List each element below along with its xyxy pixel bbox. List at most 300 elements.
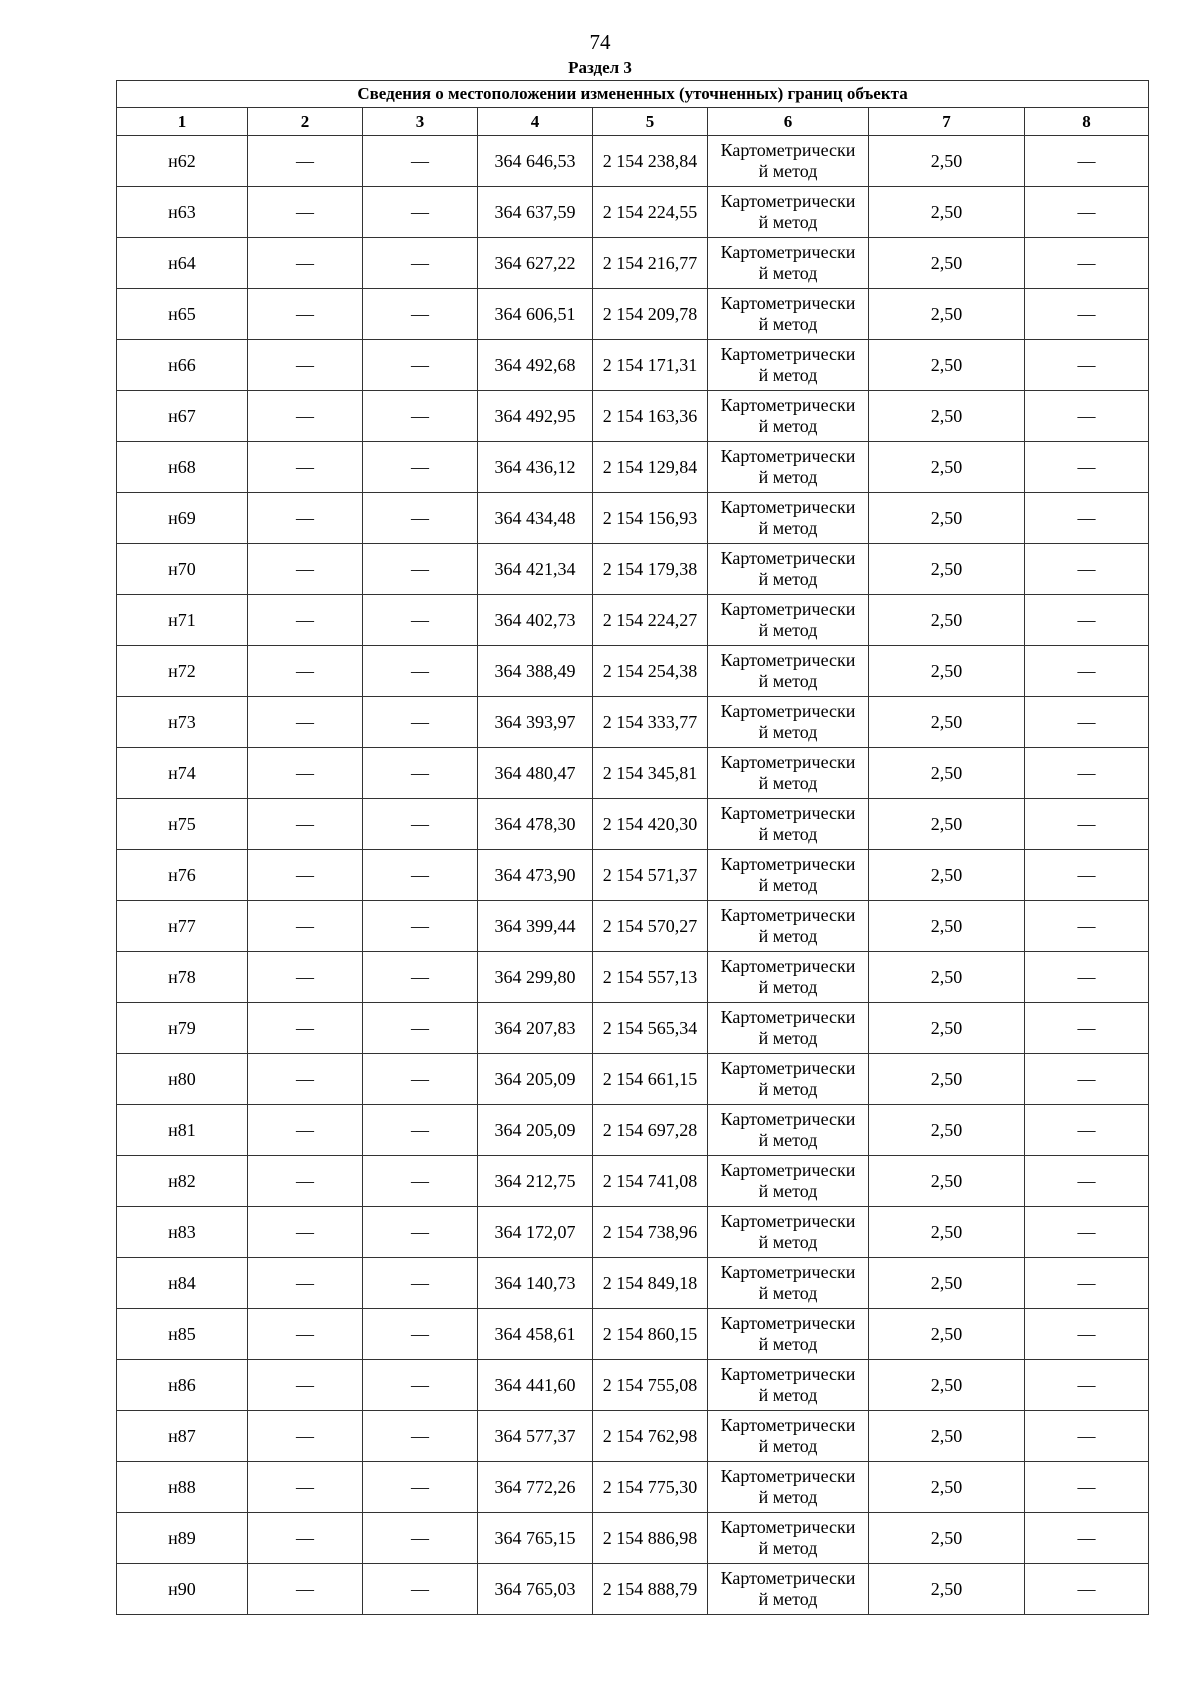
accuracy-cell: 2,50 bbox=[869, 1003, 1025, 1054]
method-line-2: й метод bbox=[758, 722, 818, 742]
column-3-cell: — bbox=[363, 952, 478, 1003]
method-cell bbox=[708, 1411, 869, 1462]
point-number-cell: н87 bbox=[117, 1411, 248, 1462]
y-coordinate-cell: 2 154 762,98 bbox=[593, 1411, 708, 1462]
table-row bbox=[117, 1564, 1149, 1615]
y-coordinate-cell: 2 154 888,79 bbox=[593, 1564, 708, 1615]
column-number: 8 bbox=[1025, 108, 1149, 136]
point-number-cell: н88 bbox=[117, 1462, 248, 1513]
table-row bbox=[117, 748, 1149, 799]
method-line-2: й метод bbox=[758, 1589, 818, 1609]
column-3-cell: — bbox=[363, 1207, 478, 1258]
x-coordinate-cell: 364 140,73 bbox=[478, 1258, 593, 1309]
table-caption: Сведения о местоположении измененных (уточненных) границ объекта bbox=[117, 81, 1149, 108]
table-row bbox=[117, 1105, 1149, 1156]
method-cell bbox=[708, 595, 869, 646]
method-cell bbox=[708, 442, 869, 493]
point-number-cell: н80 bbox=[117, 1054, 248, 1105]
x-coordinate-cell: 364 205,09 bbox=[478, 1105, 593, 1156]
method-cell bbox=[708, 544, 869, 595]
column-8-cell: — bbox=[1025, 1207, 1149, 1258]
point-number-cell: н90 bbox=[117, 1564, 248, 1615]
x-coordinate-cell: 364 627,22 bbox=[478, 238, 593, 289]
method-line-1: Картометрически bbox=[720, 1568, 856, 1588]
table-row bbox=[117, 391, 1149, 442]
method-line-2: й метод bbox=[758, 1487, 818, 1507]
method-cell bbox=[708, 748, 869, 799]
point-number-cell: н72 bbox=[117, 646, 248, 697]
column-number: 7 bbox=[869, 108, 1025, 136]
method-cell bbox=[708, 136, 869, 187]
column-number: 1 bbox=[117, 108, 248, 136]
method-line-1: Картометрически bbox=[720, 905, 856, 925]
method-cell bbox=[708, 1054, 869, 1105]
accuracy-cell: 2,50 bbox=[869, 544, 1025, 595]
column-2-cell: — bbox=[248, 1513, 363, 1564]
column-8-cell: — bbox=[1025, 493, 1149, 544]
column-8-cell: — bbox=[1025, 391, 1149, 442]
column-2-cell: — bbox=[248, 1003, 363, 1054]
x-coordinate-cell: 364 212,75 bbox=[478, 1156, 593, 1207]
y-coordinate-cell: 2 154 775,30 bbox=[593, 1462, 708, 1513]
method-line-1: Картометрически bbox=[720, 497, 856, 517]
method-line-2: й метод bbox=[758, 263, 818, 283]
method-line-1: Картометрически bbox=[720, 1211, 856, 1231]
y-coordinate-cell: 2 154 179,38 bbox=[593, 544, 708, 595]
method-cell bbox=[708, 1360, 869, 1411]
accuracy-cell: 2,50 bbox=[869, 289, 1025, 340]
accuracy-cell: 2,50 bbox=[869, 1207, 1025, 1258]
column-2-cell: — bbox=[248, 901, 363, 952]
y-coordinate-cell: 2 154 565,34 bbox=[593, 1003, 708, 1054]
y-coordinate-cell: 2 154 163,36 bbox=[593, 391, 708, 442]
table-row bbox=[117, 187, 1149, 238]
accuracy-cell: 2,50 bbox=[869, 799, 1025, 850]
column-8-cell: — bbox=[1025, 748, 1149, 799]
x-coordinate-cell: 364 772,26 bbox=[478, 1462, 593, 1513]
point-number-cell: н65 bbox=[117, 289, 248, 340]
column-3-cell: — bbox=[363, 238, 478, 289]
column-3-cell: — bbox=[363, 136, 478, 187]
point-number-cell: н86 bbox=[117, 1360, 248, 1411]
point-number-cell: н70 bbox=[117, 544, 248, 595]
column-3-cell: — bbox=[363, 493, 478, 544]
method-cell bbox=[708, 391, 869, 442]
method-line-2: й метод bbox=[758, 1334, 818, 1354]
x-coordinate-cell: 364 458,61 bbox=[478, 1309, 593, 1360]
y-coordinate-cell: 2 154 171,31 bbox=[593, 340, 708, 391]
point-number-cell: н85 bbox=[117, 1309, 248, 1360]
column-3-cell: — bbox=[363, 340, 478, 391]
column-2-cell: — bbox=[248, 1564, 363, 1615]
column-2-cell: — bbox=[248, 697, 363, 748]
y-coordinate-cell: 2 154 238,84 bbox=[593, 136, 708, 187]
method-cell bbox=[708, 289, 869, 340]
column-8-cell: — bbox=[1025, 697, 1149, 748]
x-coordinate-cell: 364 393,97 bbox=[478, 697, 593, 748]
method-line-1: Картометрически bbox=[720, 395, 856, 415]
y-coordinate-cell: 2 154 420,30 bbox=[593, 799, 708, 850]
method-line-1: Картометрически bbox=[720, 140, 856, 160]
column-3-cell: — bbox=[363, 1360, 478, 1411]
column-2-cell: — bbox=[248, 1258, 363, 1309]
accuracy-cell: 2,50 bbox=[869, 1309, 1025, 1360]
column-3-cell: — bbox=[363, 1309, 478, 1360]
accuracy-cell: 2,50 bbox=[869, 901, 1025, 952]
column-3-cell: — bbox=[363, 850, 478, 901]
column-3-cell: — bbox=[363, 1156, 478, 1207]
table-row bbox=[117, 1207, 1149, 1258]
point-number-cell: н83 bbox=[117, 1207, 248, 1258]
table-row bbox=[117, 289, 1149, 340]
y-coordinate-cell: 2 154 738,96 bbox=[593, 1207, 708, 1258]
x-coordinate-cell: 364 421,34 bbox=[478, 544, 593, 595]
x-coordinate-cell: 364 492,95 bbox=[478, 391, 593, 442]
x-coordinate-cell: 364 473,90 bbox=[478, 850, 593, 901]
column-2-cell: — bbox=[248, 493, 363, 544]
section-title: Раздел 3 bbox=[568, 58, 632, 77]
method-line-1: Картометрически bbox=[720, 1364, 856, 1384]
method-line-1: Картометрически bbox=[720, 1109, 856, 1129]
method-line-2: й метод bbox=[758, 365, 818, 385]
point-number-cell: н62 bbox=[117, 136, 248, 187]
column-3-cell: — bbox=[363, 442, 478, 493]
column-8-cell: — bbox=[1025, 1156, 1149, 1207]
y-coordinate-cell: 2 154 849,18 bbox=[593, 1258, 708, 1309]
column-2-cell: — bbox=[248, 136, 363, 187]
column-8-cell: — bbox=[1025, 1003, 1149, 1054]
column-number: 5 bbox=[593, 108, 708, 136]
accuracy-cell: 2,50 bbox=[869, 238, 1025, 289]
point-number-cell: н68 bbox=[117, 442, 248, 493]
column-8-cell: — bbox=[1025, 1462, 1149, 1513]
method-cell bbox=[708, 1003, 869, 1054]
method-cell bbox=[708, 799, 869, 850]
method-line-2: й метод bbox=[758, 977, 818, 997]
method-cell bbox=[708, 1309, 869, 1360]
table-row bbox=[117, 799, 1149, 850]
column-2-cell: — bbox=[248, 799, 363, 850]
y-coordinate-cell: 2 154 741,08 bbox=[593, 1156, 708, 1207]
column-8-cell: — bbox=[1025, 646, 1149, 697]
accuracy-cell: 2,50 bbox=[869, 697, 1025, 748]
accuracy-cell: 2,50 bbox=[869, 1411, 1025, 1462]
point-number-cell: н71 bbox=[117, 595, 248, 646]
x-coordinate-cell: 364 478,30 bbox=[478, 799, 593, 850]
method-cell bbox=[708, 1258, 869, 1309]
column-8-cell: — bbox=[1025, 1054, 1149, 1105]
x-coordinate-cell: 364 399,44 bbox=[478, 901, 593, 952]
column-3-cell: — bbox=[363, 187, 478, 238]
method-line-1: Картометрически bbox=[720, 242, 856, 262]
point-number-cell: н64 bbox=[117, 238, 248, 289]
y-coordinate-cell: 2 154 254,38 bbox=[593, 646, 708, 697]
accuracy-cell: 2,50 bbox=[869, 187, 1025, 238]
column-8-cell: — bbox=[1025, 1309, 1149, 1360]
accuracy-cell: 2,50 bbox=[869, 952, 1025, 1003]
column-8-cell: — bbox=[1025, 595, 1149, 646]
column-3-cell: — bbox=[363, 1105, 478, 1156]
method-line-2: й метод bbox=[758, 875, 818, 895]
table-row bbox=[117, 1360, 1149, 1411]
column-3-cell: — bbox=[363, 646, 478, 697]
accuracy-cell: 2,50 bbox=[869, 595, 1025, 646]
y-coordinate-cell: 2 154 860,15 bbox=[593, 1309, 708, 1360]
accuracy-cell: 2,50 bbox=[869, 136, 1025, 187]
column-2-cell: — bbox=[248, 1156, 363, 1207]
method-line-2: й метод bbox=[758, 824, 818, 844]
column-2-cell: — bbox=[248, 1054, 363, 1105]
column-3-cell: — bbox=[363, 697, 478, 748]
method-line-2: й метод bbox=[758, 620, 818, 640]
accuracy-cell: 2,50 bbox=[869, 1156, 1025, 1207]
column-2-cell: — bbox=[248, 289, 363, 340]
column-2-cell: — bbox=[248, 1462, 363, 1513]
point-number-cell: н77 bbox=[117, 901, 248, 952]
y-coordinate-cell: 2 154 570,27 bbox=[593, 901, 708, 952]
column-2-cell: — bbox=[248, 391, 363, 442]
column-8-cell: — bbox=[1025, 799, 1149, 850]
method-cell bbox=[708, 1513, 869, 1564]
method-line-2: й метод bbox=[758, 926, 818, 946]
column-2-cell: — bbox=[248, 340, 363, 391]
point-number-cell: н82 bbox=[117, 1156, 248, 1207]
column-2-cell: — bbox=[248, 187, 363, 238]
accuracy-cell: 2,50 bbox=[869, 646, 1025, 697]
method-line-1: Картометрически bbox=[720, 191, 856, 211]
method-line-2: й метод bbox=[758, 1181, 818, 1201]
point-number-cell: н66 bbox=[117, 340, 248, 391]
x-coordinate-cell: 364 606,51 bbox=[478, 289, 593, 340]
table-row bbox=[117, 136, 1149, 187]
x-coordinate-cell: 364 577,37 bbox=[478, 1411, 593, 1462]
method-line-2: й метод bbox=[758, 161, 818, 181]
point-number-cell: н63 bbox=[117, 187, 248, 238]
table-row bbox=[117, 442, 1149, 493]
y-coordinate-cell: 2 154 333,77 bbox=[593, 697, 708, 748]
method-line-2: й метод bbox=[758, 212, 818, 232]
method-cell bbox=[708, 952, 869, 1003]
method-line-2: й метод bbox=[758, 1232, 818, 1252]
point-number-cell: н89 bbox=[117, 1513, 248, 1564]
y-coordinate-cell: 2 154 216,77 bbox=[593, 238, 708, 289]
method-line-1: Картометрически bbox=[720, 1466, 856, 1486]
column-2-cell: — bbox=[248, 1360, 363, 1411]
y-coordinate-cell: 2 154 224,27 bbox=[593, 595, 708, 646]
column-2-cell: — bbox=[248, 238, 363, 289]
column-number: 6 bbox=[708, 108, 869, 136]
point-number-cell: н75 bbox=[117, 799, 248, 850]
method-line-1: Картометрически bbox=[720, 650, 856, 670]
method-line-1: Картометрически bbox=[720, 446, 856, 466]
accuracy-cell: 2,50 bbox=[869, 340, 1025, 391]
y-coordinate-cell: 2 154 345,81 bbox=[593, 748, 708, 799]
column-2-cell: — bbox=[248, 1411, 363, 1462]
y-coordinate-cell: 2 154 571,37 bbox=[593, 850, 708, 901]
method-line-1: Картометрически bbox=[720, 1517, 856, 1537]
y-coordinate-cell: 2 154 697,28 bbox=[593, 1105, 708, 1156]
column-3-cell: — bbox=[363, 1564, 478, 1615]
column-8-cell: — bbox=[1025, 289, 1149, 340]
method-line-1: Картометрически bbox=[720, 1415, 856, 1435]
table-row bbox=[117, 544, 1149, 595]
method-line-1: Картометрически bbox=[720, 1313, 856, 1333]
method-line-2: й метод bbox=[758, 1538, 818, 1558]
column-8-cell: — bbox=[1025, 1105, 1149, 1156]
column-8-cell: — bbox=[1025, 1360, 1149, 1411]
method-line-1: Картометрически bbox=[720, 1160, 856, 1180]
x-coordinate-cell: 364 441,60 bbox=[478, 1360, 593, 1411]
accuracy-cell: 2,50 bbox=[869, 493, 1025, 544]
page-number: 74 bbox=[589, 30, 611, 54]
column-8-cell: — bbox=[1025, 187, 1149, 238]
x-coordinate-cell: 364 637,59 bbox=[478, 187, 593, 238]
method-line-2: й метод bbox=[758, 1130, 818, 1150]
point-number-cell: н67 bbox=[117, 391, 248, 442]
method-cell bbox=[708, 1156, 869, 1207]
column-3-cell: — bbox=[363, 799, 478, 850]
point-number-cell: н81 bbox=[117, 1105, 248, 1156]
column-3-cell: — bbox=[363, 1411, 478, 1462]
accuracy-cell: 2,50 bbox=[869, 1564, 1025, 1615]
accuracy-cell: 2,50 bbox=[869, 1360, 1025, 1411]
method-cell bbox=[708, 901, 869, 952]
boundary-coordinates-table bbox=[116, 80, 1149, 1615]
column-number: 4 bbox=[478, 108, 593, 136]
column-3-cell: — bbox=[363, 1462, 478, 1513]
column-8-cell: — bbox=[1025, 1564, 1149, 1615]
accuracy-cell: 2,50 bbox=[869, 442, 1025, 493]
table-row bbox=[117, 238, 1149, 289]
y-coordinate-cell: 2 154 224,55 bbox=[593, 187, 708, 238]
method-line-2: й метод bbox=[758, 314, 818, 334]
method-line-1: Картометрически bbox=[720, 599, 856, 619]
column-number: 3 bbox=[363, 108, 478, 136]
method-cell bbox=[708, 1564, 869, 1615]
table-row bbox=[117, 340, 1149, 391]
column-2-cell: — bbox=[248, 748, 363, 799]
point-number-cell: н78 bbox=[117, 952, 248, 1003]
table-row bbox=[117, 901, 1149, 952]
column-2-cell: — bbox=[248, 595, 363, 646]
x-coordinate-cell: 364 480,47 bbox=[478, 748, 593, 799]
table-row bbox=[117, 493, 1149, 544]
method-line-1: Картометрически bbox=[720, 956, 856, 976]
accuracy-cell: 2,50 bbox=[869, 850, 1025, 901]
method-cell bbox=[708, 850, 869, 901]
method-line-2: й метод bbox=[758, 1283, 818, 1303]
table-row bbox=[117, 1462, 1149, 1513]
point-number-cell: н79 bbox=[117, 1003, 248, 1054]
column-2-cell: — bbox=[248, 442, 363, 493]
method-line-2: й метод bbox=[758, 671, 818, 691]
column-8-cell: — bbox=[1025, 850, 1149, 901]
accuracy-cell: 2,50 bbox=[869, 1054, 1025, 1105]
column-8-cell: — bbox=[1025, 1513, 1149, 1564]
table-row bbox=[117, 595, 1149, 646]
y-coordinate-cell: 2 154 661,15 bbox=[593, 1054, 708, 1105]
method-cell bbox=[708, 187, 869, 238]
method-line-1: Картометрически bbox=[720, 803, 856, 823]
column-8-cell: — bbox=[1025, 238, 1149, 289]
x-coordinate-cell: 364 646,53 bbox=[478, 136, 593, 187]
column-8-cell: — bbox=[1025, 442, 1149, 493]
column-number-row bbox=[117, 108, 1149, 136]
column-8-cell: — bbox=[1025, 544, 1149, 595]
y-coordinate-cell: 2 154 209,78 bbox=[593, 289, 708, 340]
column-2-cell: — bbox=[248, 646, 363, 697]
x-coordinate-cell: 364 492,68 bbox=[478, 340, 593, 391]
method-cell bbox=[708, 1105, 869, 1156]
accuracy-cell: 2,50 bbox=[869, 748, 1025, 799]
method-line-2: й метод bbox=[758, 773, 818, 793]
table-row bbox=[117, 1411, 1149, 1462]
method-line-2: й метод bbox=[758, 467, 818, 487]
column-3-cell: — bbox=[363, 544, 478, 595]
method-line-2: й метод bbox=[758, 1028, 818, 1048]
method-line-1: Картометрически bbox=[720, 1262, 856, 1282]
x-coordinate-cell: 364 207,83 bbox=[478, 1003, 593, 1054]
method-line-1: Картометрически bbox=[720, 701, 856, 721]
table-row bbox=[117, 1156, 1149, 1207]
column-3-cell: — bbox=[363, 289, 478, 340]
point-number-cell: н74 bbox=[117, 748, 248, 799]
table-row bbox=[117, 646, 1149, 697]
column-2-cell: — bbox=[248, 952, 363, 1003]
y-coordinate-cell: 2 154 129,84 bbox=[593, 442, 708, 493]
method-cell bbox=[708, 697, 869, 748]
accuracy-cell: 2,50 bbox=[869, 1105, 1025, 1156]
method-line-1: Картометрически bbox=[720, 1007, 856, 1027]
column-2-cell: — bbox=[248, 850, 363, 901]
column-8-cell: — bbox=[1025, 340, 1149, 391]
method-cell bbox=[708, 646, 869, 697]
method-line-1: Картометрически bbox=[720, 1058, 856, 1078]
column-3-cell: — bbox=[363, 595, 478, 646]
column-number: 2 bbox=[248, 108, 363, 136]
method-line-2: й метод bbox=[758, 416, 818, 436]
accuracy-cell: 2,50 bbox=[869, 1258, 1025, 1309]
table-row bbox=[117, 1003, 1149, 1054]
accuracy-cell: 2,50 bbox=[869, 1462, 1025, 1513]
y-coordinate-cell: 2 154 156,93 bbox=[593, 493, 708, 544]
x-coordinate-cell: 364 765,03 bbox=[478, 1564, 593, 1615]
method-line-2: й метод bbox=[758, 569, 818, 589]
point-number-cell: н84 bbox=[117, 1258, 248, 1309]
table-body bbox=[117, 136, 1149, 1615]
column-2-cell: — bbox=[248, 1105, 363, 1156]
x-coordinate-cell: 364 299,80 bbox=[478, 952, 593, 1003]
x-coordinate-cell: 364 434,48 bbox=[478, 493, 593, 544]
table-row bbox=[117, 697, 1149, 748]
column-8-cell: — bbox=[1025, 901, 1149, 952]
table-row bbox=[117, 1309, 1149, 1360]
column-8-cell: — bbox=[1025, 1258, 1149, 1309]
table-row bbox=[117, 1258, 1149, 1309]
method-line-1: Картометрически bbox=[720, 293, 856, 313]
method-line-2: й метод bbox=[758, 1079, 818, 1099]
x-coordinate-cell: 364 205,09 bbox=[478, 1054, 593, 1105]
method-cell bbox=[708, 1462, 869, 1513]
column-3-cell: — bbox=[363, 901, 478, 952]
column-2-cell: — bbox=[248, 544, 363, 595]
table-row bbox=[117, 1513, 1149, 1564]
x-coordinate-cell: 364 402,73 bbox=[478, 595, 593, 646]
accuracy-cell: 2,50 bbox=[869, 391, 1025, 442]
method-cell bbox=[708, 1207, 869, 1258]
column-8-cell: — bbox=[1025, 952, 1149, 1003]
x-coordinate-cell: 364 388,49 bbox=[478, 646, 593, 697]
